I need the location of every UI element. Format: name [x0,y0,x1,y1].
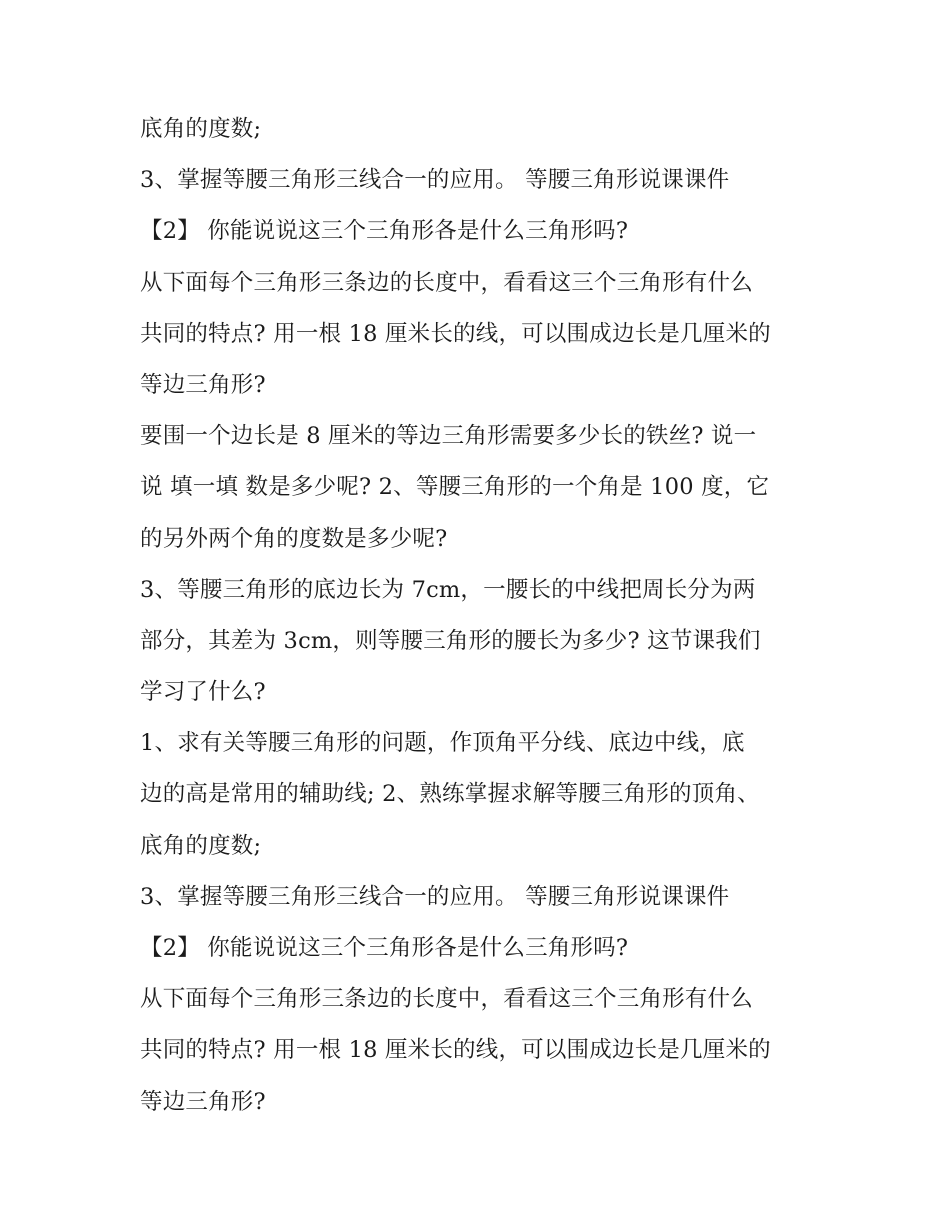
text-line-6: 等边三角形? [140,371,266,398]
text-line-17: 【2】 你能说说这三个三角形各是什么三角形吗? [140,935,629,961]
text-line-8: 说 填一填 数是多少呢? 2、等腰三角形的一个角是 100 度，它 [140,474,770,501]
text-line-2: 3、掌握等腰三角形三线合一的应用。 等腰三角形说课课件 [140,167,730,194]
text-line-19: 共同的特点? 用一根 18 厘米长的线，可以围成边长是几厘米的 [140,1037,771,1064]
text-line-16: 3、掌握等腰三角形三线合一的应用。 等腰三角形说课课件 [140,883,730,910]
text-line-14: 边的高是常用的辅助线; 2、熟练掌握求解等腰三角形的顶角、 [140,781,760,808]
text-line-15: 底角的度数; [140,832,262,859]
text-line-3: 【2】 你能说说这三个三角形各是什么三角形吗? [140,218,629,245]
text-line-9: 的另外两个角的度数是多少呢? [140,525,448,552]
document-body [140,104,830,1128]
text-line-18: 从下面每个三角形三条边的长度中，看看这三个三角形有什么 [140,986,753,1013]
text-line-10: 3、等腰三角形的底边长为 7cm，一腰长的中线把周长分为两 [140,576,756,603]
text-line-4: 从下面每个三角形三条边的长度中，看看这三个三角形有什么 [140,269,753,296]
text-line-7: 要围一个边长是 8 厘米的等边三角形需要多少长的铁丝? 说一 [140,423,757,450]
text-line-13: 1、求有关等腰三角形的问题，作顶角平分线、底边中线，底 [140,730,745,757]
text-line-5: 共同的特点? 用一根 18 厘米长的线，可以围成边长是几厘米的 [140,320,771,347]
text-line-11: 部分，其差为 3cm，则等腰三角形的腰长为多少? 这节课我们 [140,627,761,654]
text-line-12: 学习了什么? [140,679,266,706]
text-line-1: 底角的度数; [140,116,262,142]
text-line-20: 等边三角形? [140,1088,266,1115]
